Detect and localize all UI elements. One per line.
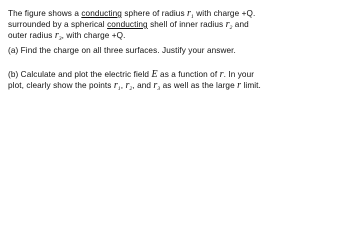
r3-symbol: $r_3$	[54, 30, 62, 42]
problem-intro	[8, 8, 346, 41]
r3-symbol: $r_3$	[153, 80, 161, 92]
intro-line-1: The figure shows a conducting sphere of radius $r_1$ with charge +Q.	[8, 8, 256, 20]
part-a	[8, 45, 346, 56]
intro-line-3: outer radius $r_3$, with charge +Q.	[8, 30, 126, 42]
r2-symbol: $r_2$	[125, 80, 133, 92]
e-field-symbol: E	[151, 69, 158, 80]
part-a-text: (a) Find the charge on all three surfaces. Justify your answer.	[8, 46, 236, 55]
r-symbol: r	[219, 69, 224, 80]
r2-symbol: $r_2$	[225, 19, 233, 31]
intro-line-2: surrounded by a spherical conducting shell of inner radius $r_2$ and	[8, 19, 249, 31]
conducting-underlined: conducting	[81, 9, 122, 18]
conducting-underlined: conducting	[107, 20, 148, 29]
part-b	[8, 69, 346, 91]
part-b-line-1: (b) Calculate and plot the electric field E as a function of r. In your	[8, 69, 255, 80]
r-symbol: r	[237, 80, 242, 91]
r1-symbol: $r_1$	[113, 80, 121, 92]
part-b-line-2: plot, clearly show the points $r_1$, $r_2$, and $r_3$ as well as the large r limit.	[8, 80, 261, 92]
r1-symbol: $r_1$	[187, 8, 194, 20]
